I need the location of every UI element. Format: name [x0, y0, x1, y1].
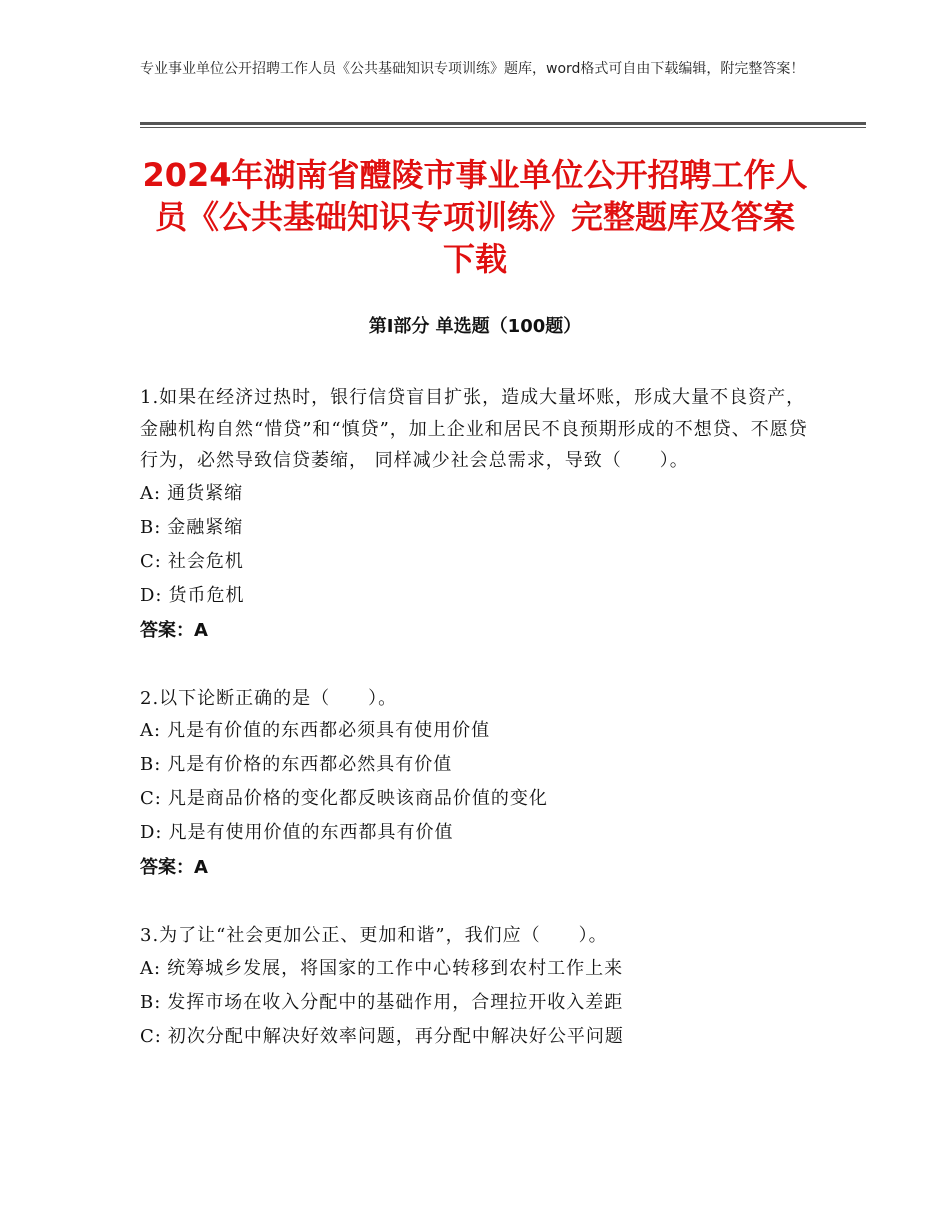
header-rule-thick: [140, 122, 866, 125]
option-d: [140, 579, 810, 613]
option-letter: C:: [140, 1025, 162, 1047]
option-letter: B:: [140, 754, 162, 775]
option-letter: A:: [140, 720, 162, 741]
option-text: 凡是有价格的东西都必然具有价值: [167, 754, 453, 775]
question-stem: 3.为了让“社会更加公正、更加和谐”，我们应（ ）。: [140, 925, 608, 946]
option-d: [140, 816, 810, 850]
option-a: [140, 952, 810, 986]
document-title: 2024年湖南省醴陵市事业单位公开招聘工作人员《公共基础知识专项训练》完整题库及答案下载: [142, 156, 808, 278]
option-letter: A:: [140, 482, 162, 504]
answer-value: A: [194, 619, 208, 641]
option-text: 凡是有价值的东西都必须具有使用价值: [167, 720, 491, 741]
option-b: [140, 986, 810, 1020]
question-stem: 1.如果在经济过热时，银行信贷盲目扩张，造成大量坏账，形成大量不良资产，金融机构自然“惜贷”和“慎贷”，加上企业和居民不良预期形成的不想贷、不愿贷行为，必然导致信贷萎缩， 同样减少社会总需求，导致（ ）。: [140, 387, 808, 471]
option-b: [140, 511, 810, 545]
question-3: [140, 920, 810, 1054]
header-rule-thin: [140, 127, 866, 128]
option-c: [140, 545, 810, 579]
question-1: [140, 382, 810, 649]
option-letter: B:: [140, 991, 162, 1013]
answer-prefix: 答案：: [140, 857, 194, 878]
option-text: 发挥市场在收入分配中的基础作用，合理拉开收入差距: [167, 991, 624, 1013]
option-letter: C:: [140, 788, 162, 809]
option-letter: D:: [140, 584, 163, 606]
option-a: [140, 477, 810, 511]
option-text: 凡是有使用价值的东西都具有价值: [168, 822, 454, 843]
option-c: [140, 782, 810, 816]
option-letter: C:: [140, 550, 162, 572]
option-letter: B:: [140, 516, 162, 538]
option-text: 初次分配中解决好效率问题，再分配中解决好公平问题: [167, 1025, 624, 1047]
option-text: 统筹城乡发展，将国家的工作中心转移到农村工作上来: [167, 957, 624, 979]
answer-prefix: 答案：: [140, 619, 194, 641]
question-2: [140, 683, 810, 887]
section-heading: 第Ⅰ部分 单选题（100题）: [368, 316, 582, 337]
option-letter: D:: [140, 822, 163, 843]
header-note: 专业事业单位公开招聘工作人员《公共基础知识专项训练》题库，word格式可自由下载编辑，附完整答案！: [140, 61, 805, 77]
option-text: 货币危机: [168, 584, 245, 606]
option-text: 凡是商品价格的变化都反映该商品价值的变化: [167, 788, 548, 809]
answer-line: [140, 613, 810, 649]
option-letter: A:: [140, 957, 162, 979]
option-a: [140, 714, 810, 748]
option-b: [140, 748, 810, 782]
option-text: 通货紧缩: [167, 482, 244, 504]
answer-line: [140, 850, 810, 886]
option-text: 金融紧缩: [167, 516, 244, 538]
question-stem: 2.以下论断正确的是（ ）。: [140, 687, 398, 709]
option-c: [140, 1020, 810, 1054]
answer-value: A: [194, 857, 208, 878]
question-list: [140, 382, 810, 1088]
option-text: 社会危机: [167, 550, 244, 572]
